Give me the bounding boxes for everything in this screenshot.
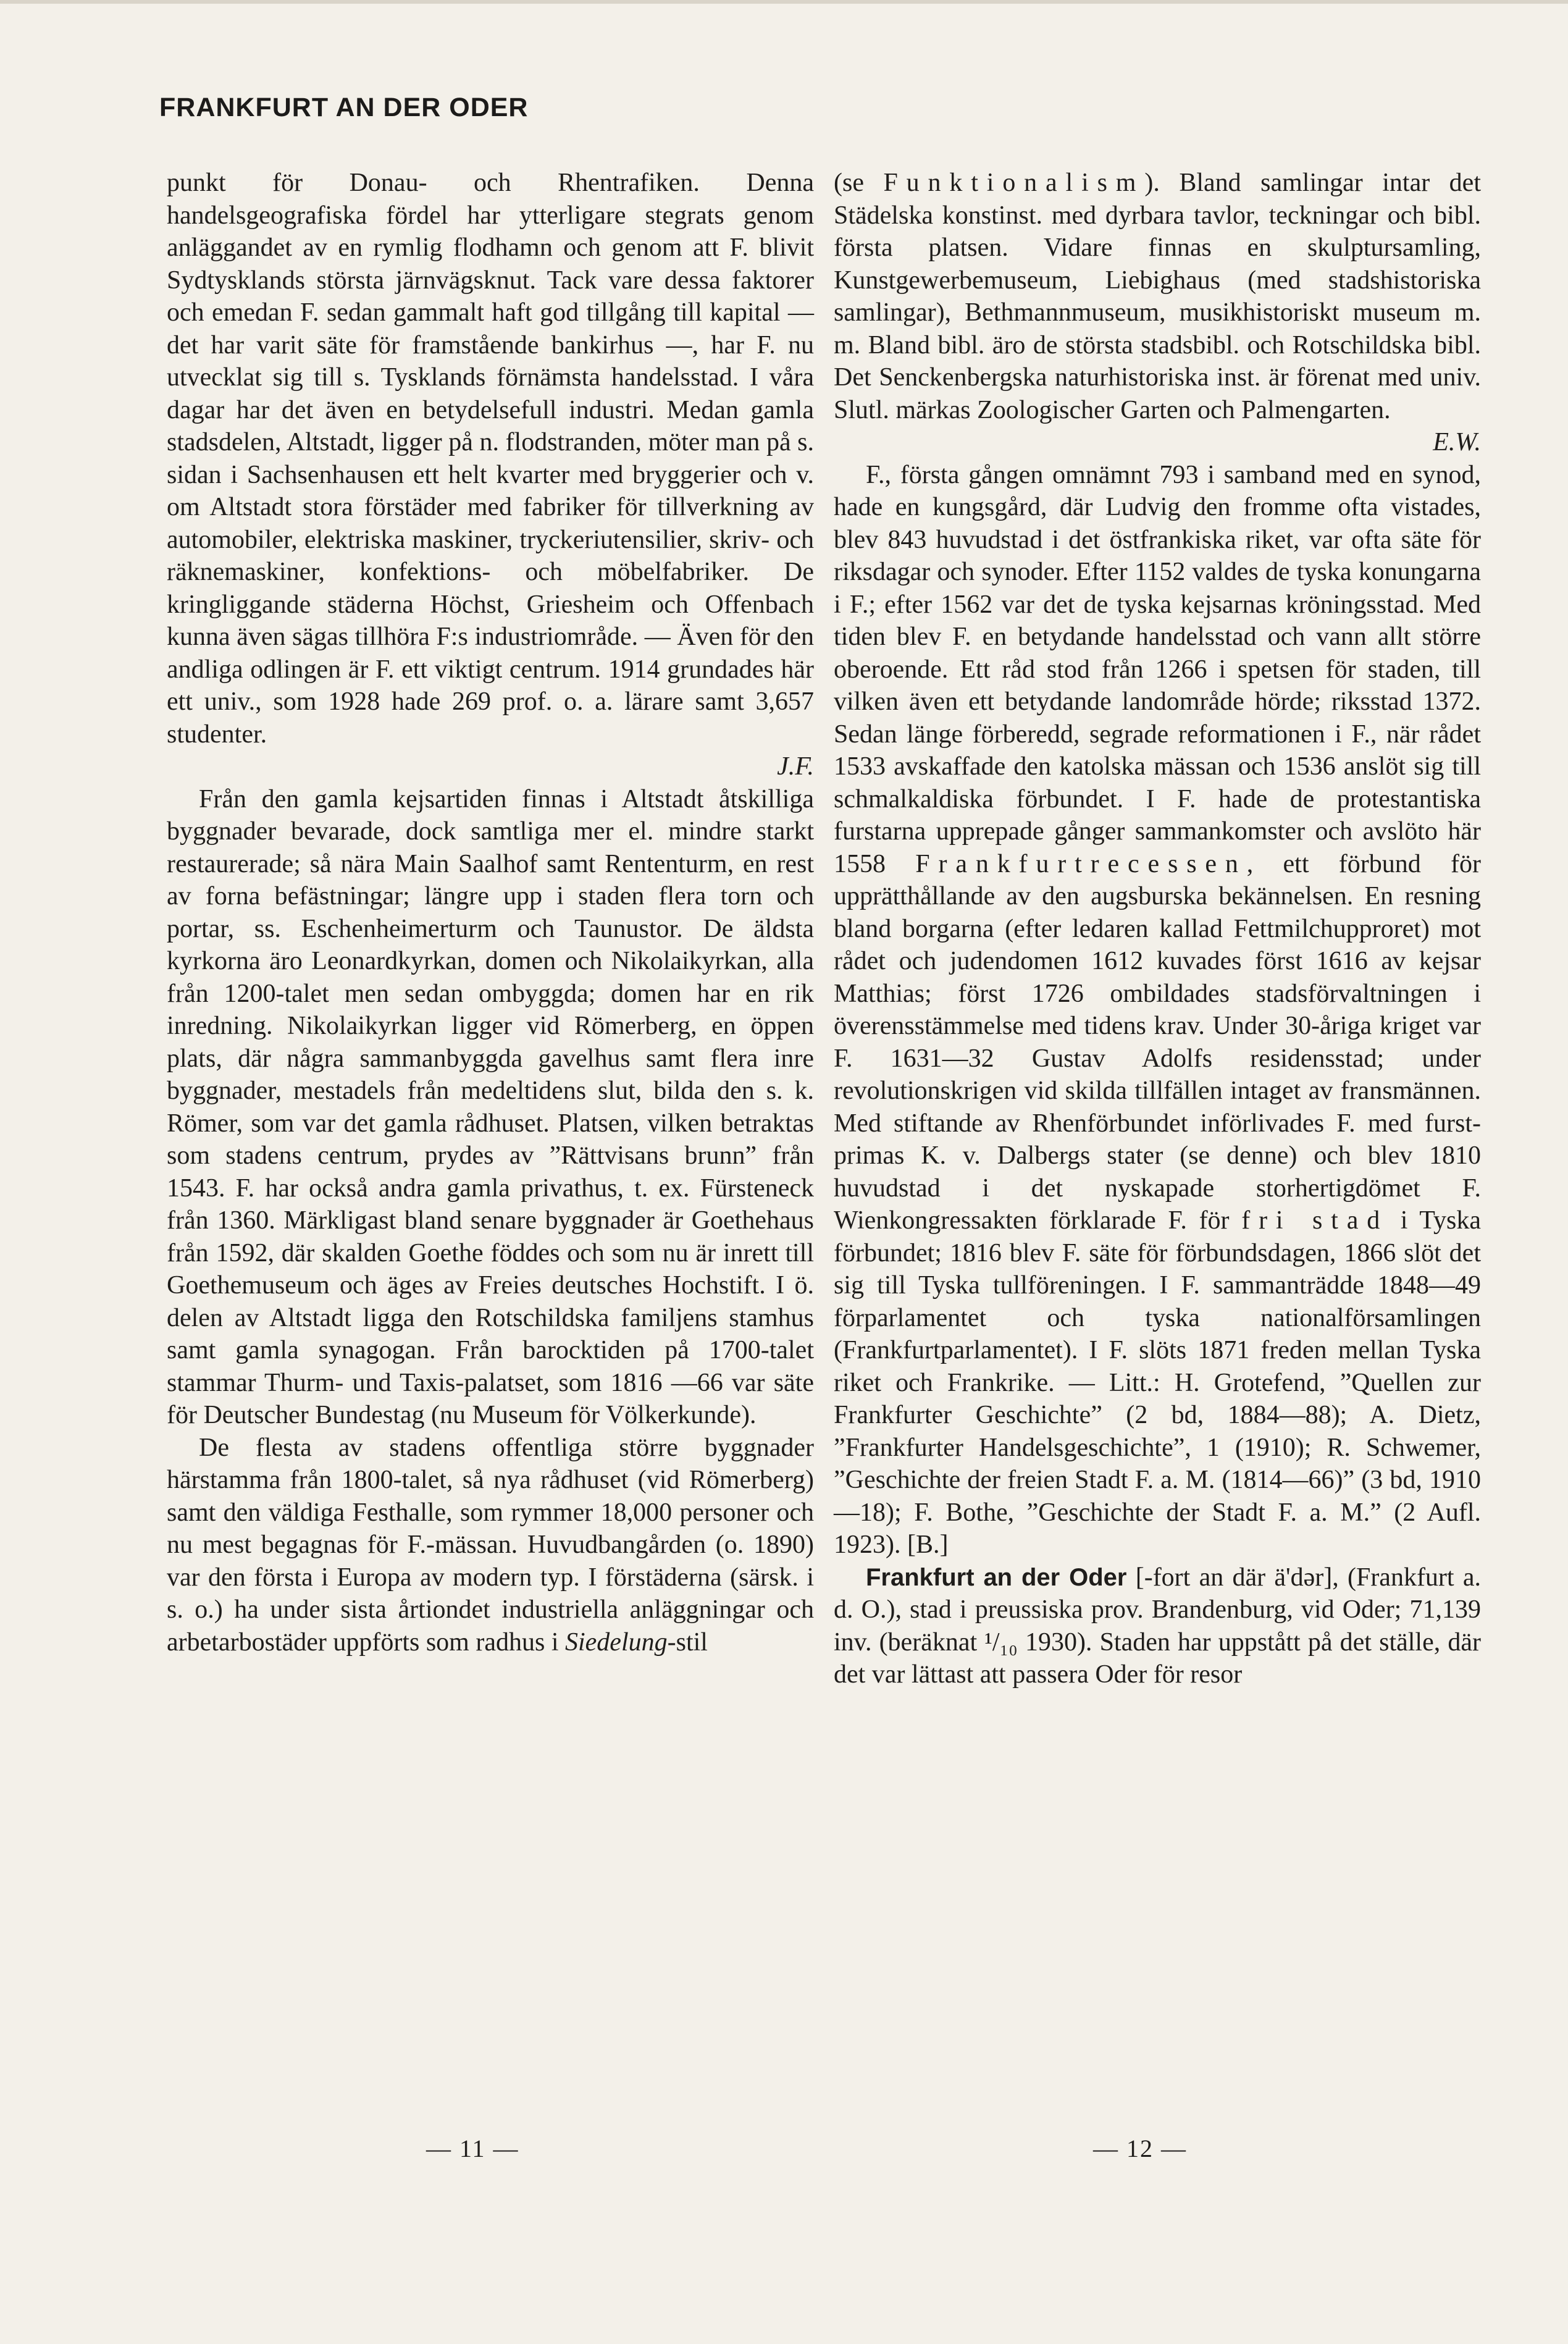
paragraph: Från den gamla kejsartiden finnas i Altstadt åtskilliga byggnader bevarade, dock samtliga mer el. mindre starkt restaurerade; så nära Main Saalhof samt Rententurm, en rest av forna befästningar; längre upp i staden flera torn och portar, ss. Eschenheimerturm och Taunustor. De äldsta kyrkorna äro Leonardkyrkan, domen och Nikolaikyrkan, alla från 1200-talet men sedan ombyggda; domen har en rik inredning. Nikolaikyrkan ligger vid Römerberg, en öppen plats, där några sammanbyggda gavelhus samt flera inre byggnader, mestadels från medeltidens slut, bilda den s. k. Römer, som var det gamla rådhuset. Platsen, vilken betraktas som stadens centrum, prydes av ”Rättvisans brunn” från 1543. F. har också andra gamla privathus, t. ex. Fürsteneck från 1360. Märkligast bland senare byggnader är Goethehaus från 1592, där skalden Goethe föddes och som nu är inrett till Goethemuseum och äges av Freies deutsches Hochstift. I ö. delen av Altstadt ligga den Rotschildska familjens stamhus samt gamla synagogan. Från barocktiden på 1700-talet stammar Thurm- und Taxis-palatset, som 1816 —66 var säte för Deutscher Bundestag (nu Museum för Völkerkunde). [167, 784, 814, 1429]
signature: E.W. [1433, 428, 1481, 456]
paragraph: (se Funktionalism). Bland samlingar intar det Städelska konstinst. med dyrbara tavlor, teckningar och bibl. första platsen. Vidare finnas en skulptursamling, Kunstgewerbemuseum, Liebighaus (med stadshistoriska samlingar), Bethmannmuseum, musikhistoriskt museum m. m. Bland bibl. äro de största stadsbibl. och Rotschildska bibl. Det Senckenbergska naturhistoriska inst. är förenat med univ. Slutl. märkas Zoologischer Garten och Palmengarten. E.W. [834, 167, 1481, 459]
top-edge [0, 0, 1568, 4]
signature: J.F. [777, 752, 814, 781]
signature: [B.] [907, 1531, 949, 1559]
page-number-right: — 12 — [1093, 2135, 1187, 2162]
page-number-left: — 11 — [426, 2135, 519, 2162]
paragraph: punkt för Donau- och Rhentrafiken. Denna handelsgeografiska fördel har ytterligare stegrats genom anläggandet av en rymlig flodhamn och genom att F. blivit Sydtysklands största järnvägsknut. Tack vare dessa faktorer och emedan F. sedan gammalt haft god tillgång till kapital — det har varit säte för framstående bankirhus —, har F. nu utvecklat sig till s. Tysklands förnämsta handelsstad. I våra dagar har det även en betydelsefull industri. Medan gamla stadsdelen, Altstadt, ligger på n. flodstranden, möter man på s. sidan i Sachsenhausen ett helt kvarter med bryggerier och v. om Altstadt stora förstäder med fabriker för tillverkning av automobiler, elektriska maskiner, tryckeriutensilier, skriv- och räknemaskiner, konfektions- och möbelfabriker. De kringliggande städerna Höchst, Griesheim och Offenbach kunna även sägas tillhöra F:s industriområde. — Även för den andliga odlingen är F. ett viktigt centrum. 1914 grundades här ett univ., som 1928 hade 269 prof. o. a. lärare samt 3,657 studenter. J.F. [167, 167, 814, 783]
paragraph: F., första gången omnämnt 793 i samband med en synod, hade en kungsgård, där Ludvig den fromme ofta vistades, blev 843 huvudstad i det östfrankiska riket, var ofta säte för riksdagar och synoder. Efter 1152 valdes de tyska konungarna i F.; efter 1562 var det de tyska kejsarnas kröningsstad. Med tiden blev F. en betydande handelsstad och vann allt större oberoende. Ett råd stod från 1266 i spetsen för staden, till vilken även ett betydande landområde hörde; riksstad 1372. Sedan länge förberedd, segrade reformationen i F., när rådet 1533 avskaffade den katolska mässan och 1536 anslöt sig till schmalkaldiska förbundet. I F. hade de protestantiska furstarna upprepade gånger sammankomster och avslöto här 1558 Frankfurtrecessen, ett förbund för upprätthållande av den augsburska bekännelsen. En resning bland borgarna (efter ledaren kallad Fettmilchupproret) mot rådet och judendomen 1612 kuvades först 1616 av kejsar Matthias; först 1726 ombildades stadsförvaltningen i överensstämmelse med tidens krav. Under 30-åriga kriget var F. 1631—32 Gustav Adolfs residensstad; under revolutionskrigen vid skilda tillfällen intaget av fransmännen. Med stiftande av Rhenförbundet införlivades F. med furst-primas K. v. Dalbergs stater (se denne) och blev 1810 huvudstad i det nyskapade storhertigdömet F. Wienkongressakten förklarade F. för fri stad i Tyska förbundet; 1816 blev F. säte för förbundsdagen, 1866 slöt det sig till Tyska tullföreningen. I F. sammanträdde 1848—49 förparlamentet och tyska nationalförsamlingen (Frankfurtparlamentet). I F. slöts 1871 freden mellan Tyska riket och Frankrike. — Litt.: H. Grotefend, ”Quellen zur Frankfurter Geschichte” (2 bd, 1884—88); A. Dietz, ”Frankfurter Handelsgeschichte”, 1 (1910); R. Schwemer, ”Geschichte der freien Stadt F. a. M. (1814—66)” (3 bd, 1910—18); F. Bothe, ”Geschichte der Stadt F. a. M.” (2 Aufl. 1923). [B.] [834, 460, 1482, 1559]
entry-headword: Frankfurt an der Oder [866, 1563, 1127, 1591]
left-column [167, 167, 814, 1658]
paragraph: De flesta av stadens offentliga större byggnader härstamma från 1800-talet, så nya rådhuset (vid Römerberg) samt den väldiga Festhalle, som rymmer 18,000 personer och nu mest begagnas för F.-mässan. Huvudbangården (o. 1890) var den första i Europa av modern typ. I förstäderna (särsk. i s. o.) ha under sista årtiondet industriella anläggningar och arbetarbostäder uppförts som radhus i Siedelung-stil [167, 1433, 814, 1657]
running-head: FRANKFURT AN DER ODER [159, 93, 529, 122]
right-column [834, 167, 1481, 1691]
entry: Frankfurt an der Oder [-fort an där ä'dər], (Frankfurt a. d. O.), stad i preussiska prov. Brandenburg, vid Oder; 71,139 inv. (beräknat ¹/₁₀ 1930). Staden har uppstått på det ställe, där det var lättast att passera Oder för resor [834, 1563, 1481, 1689]
